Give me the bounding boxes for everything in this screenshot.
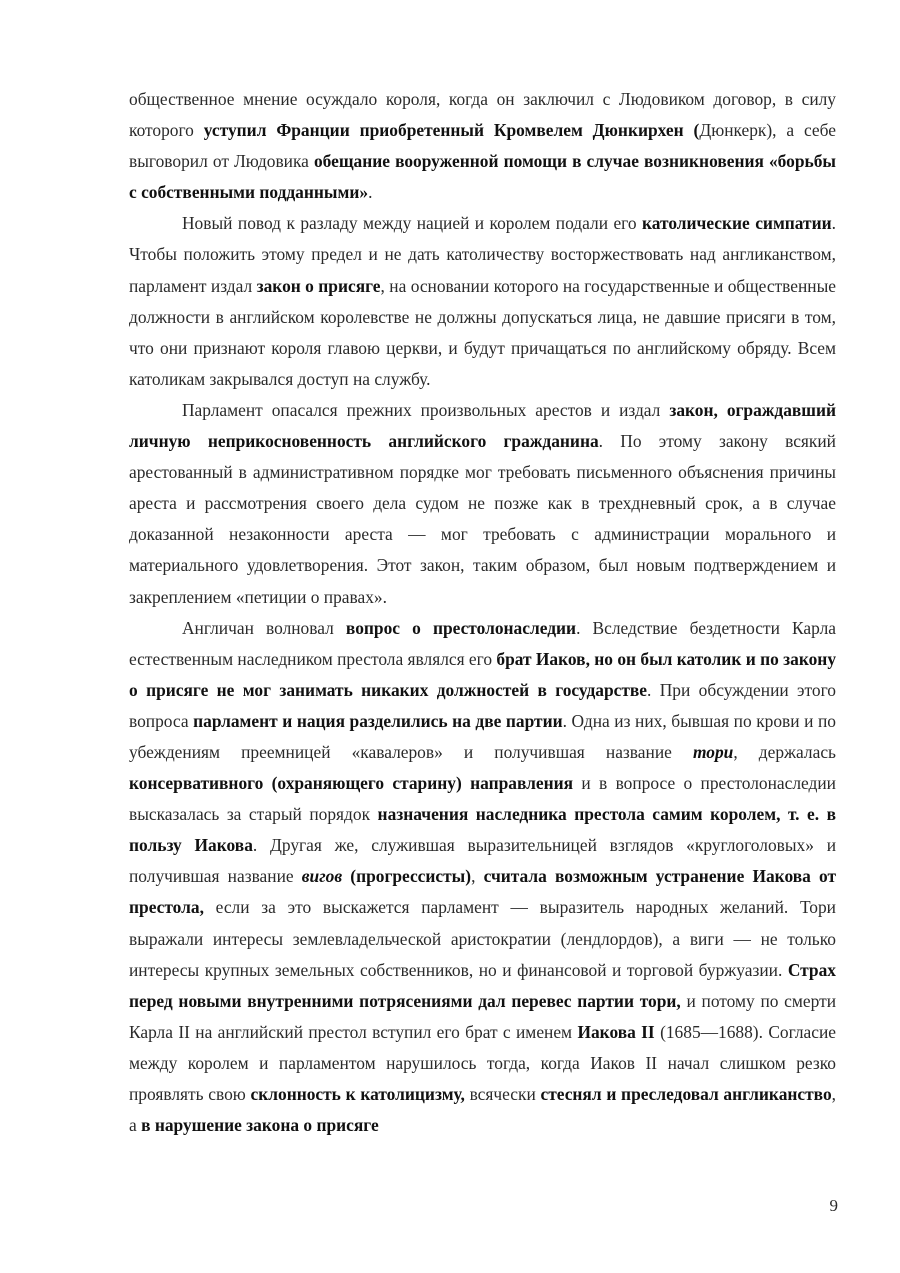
bold-text: стеснял и преследовал англиканство [540, 1084, 832, 1104]
bold-text: обещание вооруженной помощи в случае возникновения «борьбы с собственными подданными» [129, 151, 836, 203]
bold-text: считала возможным устранение Иакова от престола, [129, 866, 836, 918]
text-run: , [471, 866, 484, 887]
text-run: Дюнкерк), а себе выговорил от Людовика [129, 120, 836, 172]
text-run: . Вследствие бездетности Карла естественным наследником престола являлся его [129, 617, 836, 669]
text-run: Новый повод к разладу между нацией и королем подали его [182, 213, 642, 234]
bold-text: склонность к католицизму, [250, 1084, 465, 1104]
bold-text: ( [693, 120, 700, 141]
text-run: , держалась [733, 741, 836, 762]
paragraph [129, 208, 836, 395]
text-run [684, 120, 694, 140]
text-run: . Другая же, служившая выразительницей взглядов «круглоголовых» и получившая название [129, 835, 836, 887]
bold-text: в нарушение закона о присяге [141, 1115, 379, 1136]
bold-text: закон, ограждавший личную неприкосновенность английского гражданина [129, 399, 837, 452]
text-run: и потому по смерти Карла II на английский престол вступил его брат с именем [129, 990, 836, 1042]
bold-text: закон о присяге [256, 275, 381, 296]
text-run: . Одна из них, бывшая по крови и по убеждениям преемницей «кавалеров» и получившая название [129, 710, 836, 762]
text-run: , а [129, 1084, 836, 1136]
text-run: , на основании которого на государственные и общественные должности в английском королевстве не должны допускаться лица, не давшие присяги в том, что они признают короля главою церкви, и будут причащаться по английскому обряду. Всем католикам закрывался доступ на службу. [129, 275, 836, 389]
bold-text: назначения наследника престола самим королем, т. е. в пользу Иакова [129, 804, 836, 856]
bold-text: Иакова II [577, 1021, 655, 1042]
paragraph [129, 84, 836, 208]
emphasis-term: вигов [301, 866, 343, 887]
bold-text: консервативного (охраняющего старину) направления [129, 773, 574, 794]
paragraph [129, 395, 836, 613]
emphasis-term: тори [692, 741, 734, 762]
bold-text: (прогрессисты) [350, 866, 472, 887]
bold-italic-text [302, 866, 342, 886]
text-run: (1685—1688). Согласие между королем и парламентом нарушилось тогда, когда Иаков II начал слишком резко проявлять свою [129, 1021, 837, 1104]
text-run: Парламент опасался прежних произвольных арестов и издал [182, 399, 670, 420]
text-run: общественное мнение осуждало короля, когда он заключил с Людовиком договор, в силу которого [129, 89, 836, 141]
text-run: и в вопросе о престолонаследии высказалась за старый порядок [129, 773, 836, 825]
page-number: 9 [829, 1196, 838, 1215]
paragraph [129, 613, 836, 1142]
text-run: . По этому закону всякий арестованный в административном порядке мог требовать письменного объяснения причины ареста и рассмотрения своего дела судом не позже как в трехдневный срок, а в случае доказанной незаконности ареста — мог требовать с администрации морального и материального удовлетворения. Этот закон, таким образом, был новым подтверждением и закреплением «петиции о правах». [129, 431, 836, 607]
text-run: всячески [464, 1084, 541, 1104]
document-body [129, 84, 836, 1141]
bold-italic-text [693, 742, 733, 762]
bold-text: уступил Франции приобретенный Кромвелем Дюнкирхен [203, 120, 684, 141]
text-run: если за это выскажется парламент — выразитель народных желаний. Тори выражали интересы землевладельческой аристократии (лендлордов), а виги — не только интересы крупных земельных собственников, но и финансовой и торговой буржуазии. [129, 897, 836, 980]
text-run: . При обсуждении этого вопроса [129, 679, 836, 731]
bold-text: брат Иаков, но он был католик и по закону о присяге не мог занимать никаких должностей в государстве [129, 648, 837, 700]
bold-text: Страх перед новыми внутренними потрясениями дал перевес партии тори, [129, 959, 836, 1011]
text-run: . [368, 182, 373, 203]
bold-text: вопрос о престолонаследии [345, 617, 577, 638]
bold-text: парламент и нация разделились на две партии [193, 710, 563, 731]
text-run: . Чтобы положить этому предел и не дать католичеству восторжествовать над англиканством, парламент издал [129, 213, 836, 296]
bold-text: католические симпатии [642, 213, 832, 234]
text-run: Англичан волновал [182, 617, 346, 638]
